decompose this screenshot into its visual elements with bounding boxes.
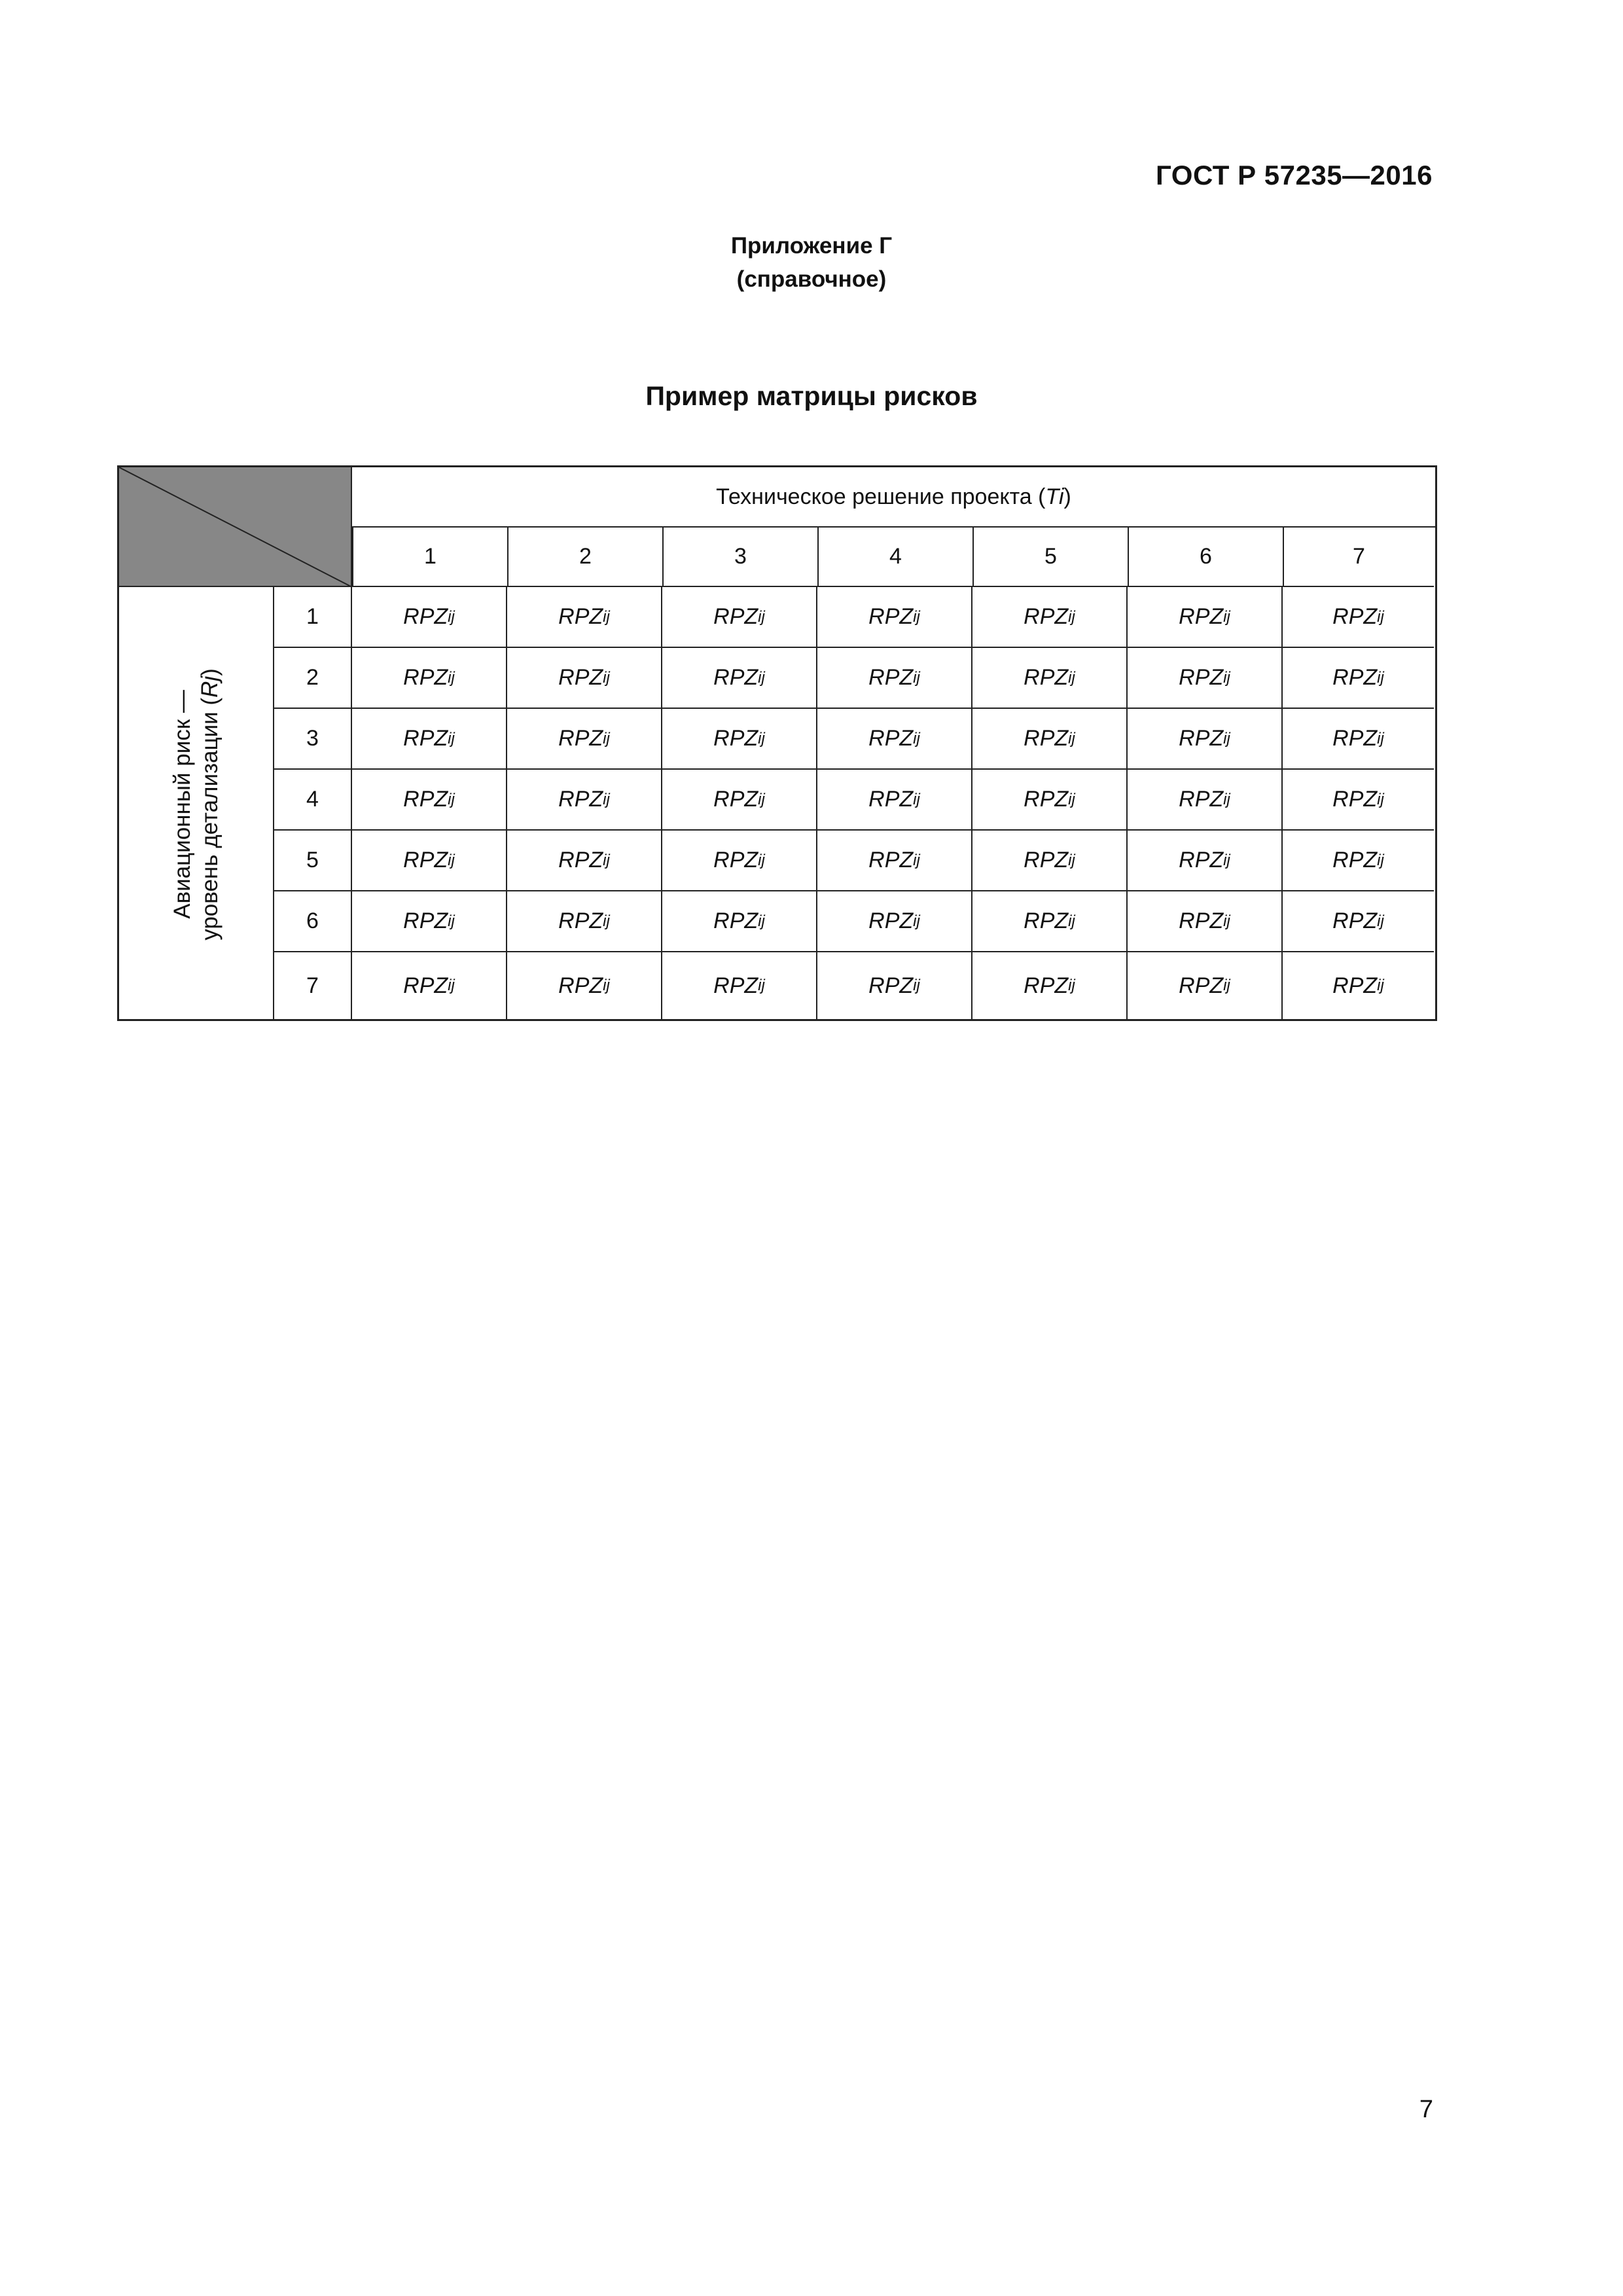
matrix-cell: RPZ ij bbox=[817, 831, 972, 891]
row-header-5: 5 bbox=[274, 831, 352, 891]
column-header-5: 5 bbox=[972, 528, 1128, 587]
matrix-cell: RPZ ij bbox=[1128, 831, 1283, 891]
cell-symbol: RPZ bbox=[713, 848, 758, 872]
column-group-symbol: Ti bbox=[1045, 484, 1064, 509]
cell-symbol: RPZ bbox=[1024, 726, 1069, 751]
matrix-cell: RPZ ij bbox=[972, 952, 1128, 1019]
matrix-cell: RPZ ij bbox=[352, 770, 507, 831]
cell-symbol: RPZ bbox=[1024, 973, 1069, 998]
matrix-cell: RPZ ij bbox=[1128, 587, 1283, 648]
matrix-cell: RPZ ij bbox=[1128, 709, 1283, 770]
matrix-cell: RPZ ij bbox=[507, 648, 662, 709]
matrix-cell: RPZ ij bbox=[817, 709, 972, 770]
matrix-cell: RPZ ij bbox=[972, 891, 1128, 952]
cell-symbol: RPZ bbox=[713, 665, 758, 690]
matrix-cell: RPZ ij bbox=[662, 831, 817, 891]
cell-symbol: RPZ bbox=[403, 604, 448, 629]
column-header-7: 7 bbox=[1283, 528, 1434, 587]
cell-symbol: RPZ bbox=[558, 726, 603, 751]
matrix-cell: RPZ ij bbox=[1283, 891, 1434, 952]
matrix-cell: RPZ ij bbox=[507, 891, 662, 952]
cell-symbol: RPZ bbox=[1024, 787, 1069, 812]
cell-symbol: RPZ bbox=[403, 973, 448, 998]
cell-symbol: RPZ bbox=[1332, 787, 1378, 812]
cell-symbol: RPZ bbox=[558, 973, 603, 998]
cell-symbol: RPZ bbox=[868, 665, 914, 690]
cell-symbol: RPZ bbox=[1332, 848, 1378, 872]
matrix-cell: RPZ ij bbox=[1283, 831, 1434, 891]
column-header-3: 3 bbox=[662, 528, 817, 587]
cell-symbol: RPZ bbox=[1024, 665, 1069, 690]
column-header-6: 6 bbox=[1128, 528, 1283, 587]
matrix-cell: RPZ ij bbox=[507, 831, 662, 891]
matrix-cell: RPZ ij bbox=[972, 770, 1128, 831]
row-header-2: 2 bbox=[274, 648, 352, 709]
cell-symbol: RPZ bbox=[403, 787, 448, 812]
column-group-header-suffix: ) bbox=[1063, 484, 1071, 509]
cell-symbol: RPZ bbox=[1179, 726, 1224, 751]
matrix-cell: RPZ ij bbox=[507, 587, 662, 648]
cell-symbol: RPZ bbox=[1332, 908, 1378, 933]
cell-symbol: RPZ bbox=[558, 787, 603, 812]
matrix-cell: RPZ ij bbox=[1283, 648, 1434, 709]
cell-symbol: RPZ bbox=[403, 908, 448, 933]
cell-symbol: RPZ bbox=[713, 908, 758, 933]
row-header-4: 4 bbox=[274, 770, 352, 831]
matrix-cell: RPZ ij bbox=[352, 648, 507, 709]
cell-symbol: RPZ bbox=[1024, 848, 1069, 872]
cell-symbol: RPZ bbox=[1332, 973, 1378, 998]
cell-symbol: RPZ bbox=[403, 848, 448, 872]
cell-symbol: RPZ bbox=[1179, 973, 1224, 998]
matrix-cell: RPZ ij bbox=[817, 648, 972, 709]
annex-title: Приложение Г bbox=[730, 233, 893, 259]
matrix-cell: RPZ ij bbox=[1283, 587, 1434, 648]
cell-symbol: RPZ bbox=[713, 604, 758, 629]
matrix-cell: RPZ ij bbox=[1283, 709, 1434, 770]
corner-diagonal-line bbox=[119, 467, 352, 587]
annex-heading bbox=[0, 229, 1623, 296]
cell-symbol: RPZ bbox=[1179, 665, 1224, 690]
cell-symbol: RPZ bbox=[713, 973, 758, 998]
cell-symbol: RPZ bbox=[1024, 604, 1069, 629]
page-number: 7 bbox=[1419, 2096, 1433, 2123]
matrix-cell: RPZ ij bbox=[1332, 973, 1384, 998]
matrix-cell: RPZ ij bbox=[352, 831, 507, 891]
matrix-cell: RPZ ij bbox=[972, 709, 1128, 770]
cell-symbol: RPZ bbox=[713, 787, 758, 812]
matrix-cell: RPZ ij bbox=[507, 770, 662, 831]
matrix-corner-cell bbox=[119, 467, 352, 587]
matrix-cell: RPZ ij bbox=[972, 648, 1128, 709]
matrix-cell: RPZ ij bbox=[352, 709, 507, 770]
matrix-cell: RPZ ij bbox=[662, 648, 817, 709]
cell-symbol: RPZ bbox=[1332, 604, 1378, 629]
matrix-cell: RPZ ij bbox=[662, 770, 817, 831]
matrix-cell: RPZ ij bbox=[1283, 770, 1434, 831]
cell-symbol: RPZ bbox=[1179, 787, 1224, 812]
row-group-header-line1: Авиационный риск — bbox=[169, 689, 195, 919]
cell-symbol: RPZ bbox=[1332, 665, 1378, 690]
matrix-cell: RPZ ij bbox=[1128, 952, 1283, 1019]
matrix-cell: RPZ ij bbox=[507, 952, 662, 1019]
matrix-cell: RPZ ij bbox=[352, 952, 507, 1019]
cell-symbol: RPZ bbox=[1179, 604, 1224, 629]
matrix-cell: RPZ ij bbox=[662, 587, 817, 648]
cell-symbol: RPZ bbox=[1179, 848, 1224, 872]
matrix-cell: RPZ ij bbox=[817, 952, 972, 1019]
row-header-1: 1 bbox=[274, 587, 352, 648]
column-header-1: 1 bbox=[352, 528, 507, 587]
row-header-7: 7 bbox=[274, 952, 352, 1019]
matrix-cell: RPZ ij bbox=[817, 587, 972, 648]
column-group-header bbox=[352, 467, 1435, 528]
cell-symbol: RPZ bbox=[1332, 726, 1378, 751]
row-group-header-line2 bbox=[196, 608, 224, 1001]
matrix-cell: RPZ ij bbox=[507, 709, 662, 770]
matrix-cell: RPZ ij bbox=[1128, 891, 1283, 952]
cell-symbol: RPZ bbox=[868, 604, 914, 629]
cell-symbol: RPZ bbox=[1179, 908, 1224, 933]
row-group-header-line2-suffix: ) bbox=[196, 668, 223, 676]
cell-symbol: RPZ bbox=[868, 848, 914, 872]
document-code: ГОСТ Р 57235—2016 bbox=[1156, 160, 1433, 190]
risk-matrix-table bbox=[117, 465, 1437, 1021]
matrix-cell: RPZ ij bbox=[352, 891, 507, 952]
cell-symbol: RPZ bbox=[868, 787, 914, 812]
cell-symbol: RPZ bbox=[713, 726, 758, 751]
cell-symbol: RPZ bbox=[403, 726, 448, 751]
cell-symbol: RPZ bbox=[868, 726, 914, 751]
cell-symbol: RPZ bbox=[558, 665, 603, 690]
matrix-cell: RPZ ij bbox=[662, 952, 817, 1019]
cell-symbol: RPZ bbox=[868, 973, 914, 998]
table-title: Пример матрицы рисков bbox=[645, 381, 978, 411]
matrix-cell: RPZ ij bbox=[662, 891, 817, 952]
row-group-header-text bbox=[169, 608, 224, 1001]
row-group-symbol: Rj bbox=[196, 675, 223, 698]
matrix-cell: RPZ ij bbox=[352, 587, 507, 648]
cell-symbol: RPZ bbox=[558, 848, 603, 872]
cell-symbol: RPZ bbox=[558, 604, 603, 629]
cell-symbol: RPZ bbox=[1024, 908, 1069, 933]
column-header-4: 4 bbox=[817, 528, 972, 587]
matrix-cell: RPZ ij bbox=[817, 770, 972, 831]
cell-symbol: RPZ bbox=[403, 665, 448, 690]
matrix-cell: RPZ ij bbox=[1128, 770, 1283, 831]
column-header-2: 2 bbox=[507, 528, 662, 587]
matrix-cell: RPZ ij bbox=[972, 587, 1128, 648]
column-group-header-text: Техническое решение проекта ( bbox=[716, 484, 1046, 509]
row-header-3: 3 bbox=[274, 709, 352, 770]
matrix-cell: RPZ ij bbox=[972, 831, 1128, 891]
matrix-cell: RPZ ij bbox=[662, 709, 817, 770]
cell-symbol: RPZ bbox=[868, 908, 914, 933]
row-group-header-line2-prefix: уровень детализации ( bbox=[196, 697, 223, 941]
matrix-cell: RPZ ij bbox=[817, 891, 972, 952]
row-group-header bbox=[119, 587, 274, 1021]
matrix-cell: RPZ ij bbox=[1128, 648, 1283, 709]
row-header-6: 6 bbox=[274, 891, 352, 952]
annex-subtitle: (справочное) bbox=[736, 266, 887, 292]
cell-symbol: RPZ bbox=[558, 908, 603, 933]
